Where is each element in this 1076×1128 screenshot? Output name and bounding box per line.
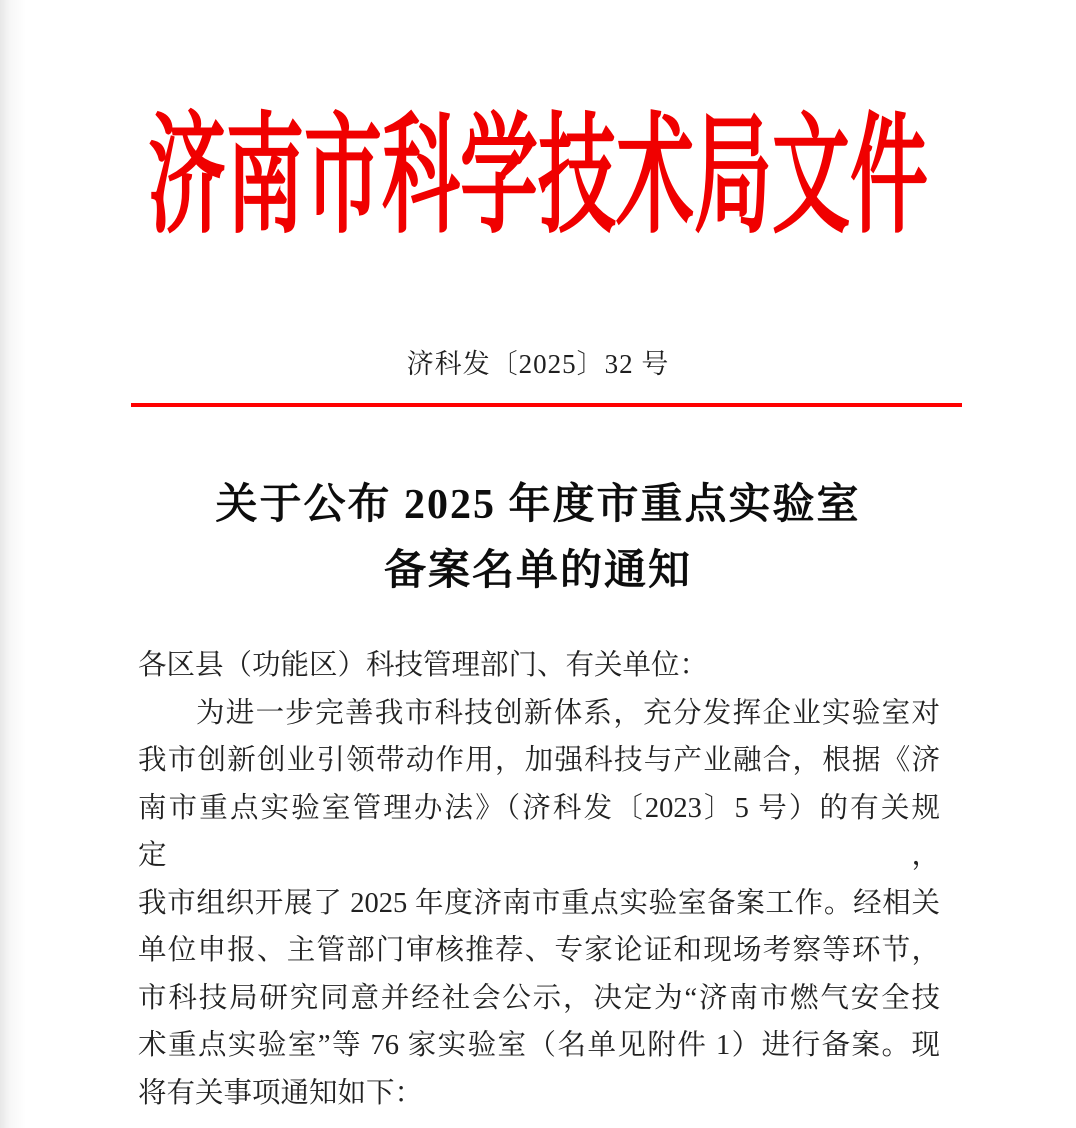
body-closing-line: 将有关事项通知如下： bbox=[138, 1077, 424, 1109]
body-line: 市科技局研究同意并经社会公示，决定为“济南市燃气安全技 bbox=[138, 982, 940, 1014]
notice-title-line1: 关于公布 2025 年度市重点实验室 bbox=[215, 482, 861, 528]
document-number: 济科发〔2025〕32 号 bbox=[406, 349, 670, 379]
body-line: 我市创新创业引领带动作用，加强科技与产业融合，根据《济 bbox=[138, 745, 940, 776]
notice-title bbox=[0, 472, 1076, 604]
red-separator-line bbox=[131, 403, 962, 407]
body-line: 为进一步完善我市科技创新体系，充分发挥企业实验室对 bbox=[196, 697, 940, 729]
agency-header-title: 济南市科学技术局文件 bbox=[147, 103, 928, 249]
body-line: 南市重点实验室管理办法》（济科发〔2023〕5 号）的有关规定， bbox=[138, 792, 940, 871]
salutation-line: 各区县（功能区）科技管理部门、有关单位： bbox=[138, 650, 709, 681]
notice-body bbox=[138, 642, 940, 1117]
body-line: 我市组织开展了 2025 年度济南市重点实验室备案工作。经相关 bbox=[138, 887, 940, 919]
body-line: 单位申报、主管部门审核推荐、专家论证和现场考察等环节， bbox=[138, 935, 940, 966]
body-line: 术重点实验室”等 76 家实验室（名单见附件 1）进行备案。现 bbox=[138, 1030, 940, 1061]
notice-title-line2: 备案名单的通知 bbox=[383, 548, 692, 594]
